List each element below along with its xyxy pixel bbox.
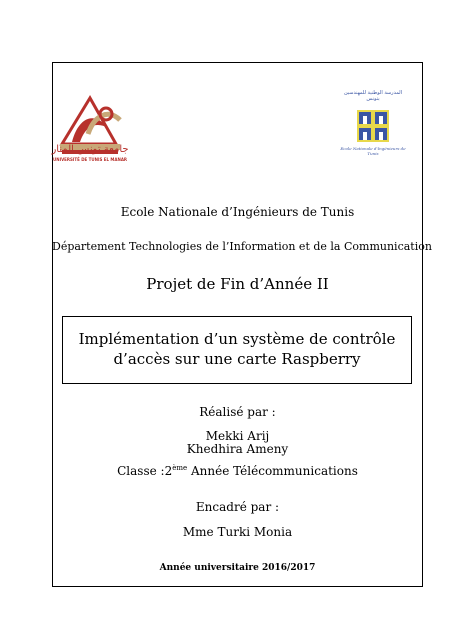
thesis-title-box — [62, 316, 412, 384]
thesis-title-line-1: Implémentation d’un système de contrôle — [78, 330, 396, 348]
academic-year: Année universitaire 2016/2017 — [159, 563, 316, 573]
school-name: Ecole Nationale d’Ingénieurs de Tunis — [120, 205, 355, 219]
project-title: Projet de Fin d’Année II — [146, 275, 329, 293]
department-name: Département Technologies de l’Information et de la Communication — [52, 240, 432, 253]
class-line — [52, 464, 423, 478]
enit-logo — [335, 88, 411, 164]
university-arabic-name: جامعة تونس المنار — [51, 144, 129, 155]
enit-name: Ecole Nationale d'Ingénieurs de Tunis — [340, 146, 406, 156]
author-1: Mekki Arij — [205, 429, 270, 443]
class-suffix: Année Télécommunications — [187, 464, 358, 478]
encadre-label: Encadré par : — [195, 500, 280, 514]
university-name: UNIVERSITÉ DE TUNIS EL MANAR — [52, 157, 128, 162]
university-logo — [50, 88, 130, 168]
class-prefix: Classe :2 — [117, 464, 173, 478]
realise-label: Réalisé par : — [199, 405, 276, 419]
class-sup: ème — [172, 464, 188, 472]
author-2: Khedhira Ameny — [186, 442, 289, 456]
supervisor-name: Mme Turki Monia — [182, 525, 293, 539]
authors — [52, 430, 423, 456]
thesis-title-line-2: d’accès sur une carte Raspberry — [113, 350, 361, 368]
enit-arabic-name: المدرسة الوطنية للمهندسين بتونس — [343, 90, 403, 102]
